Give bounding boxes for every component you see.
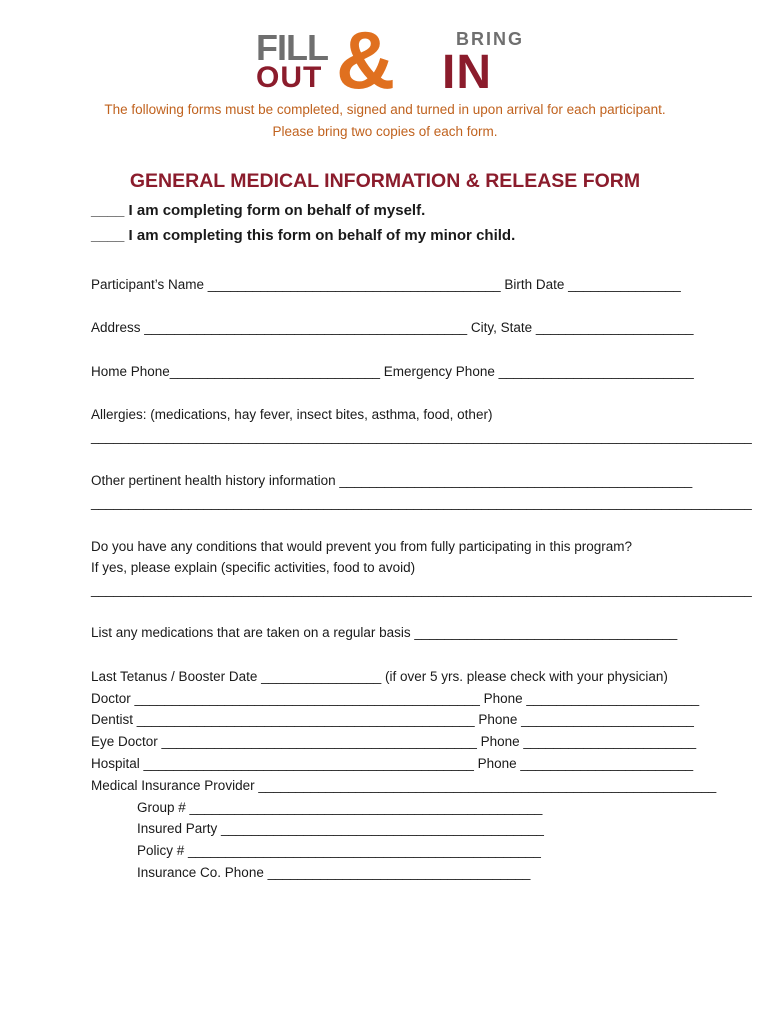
option-self[interactable]: ____ I am completing form on behalf of myself. bbox=[91, 202, 426, 219]
insured-party-field[interactable]: Insured Party ___________________________________________ bbox=[137, 821, 544, 836]
policy-number-field[interactable]: Policy # _______________________________________________ bbox=[137, 843, 541, 858]
insurance-provider-field[interactable]: Medical Insurance Provider _____________________________________________________________ bbox=[91, 778, 717, 793]
logo-in: IN bbox=[442, 46, 492, 99]
group-number-field[interactable]: Group # _______________________________________________ bbox=[137, 800, 543, 815]
allergies-label: Allergies: (medications, hay fever, insect bites, asthma, food, other) bbox=[91, 407, 493, 422]
conditions-question: Do you have any conditions that would prevent you from fully participating in this program? bbox=[91, 539, 633, 554]
conditions-line[interactable]: ________________________________________________________________________________________ bbox=[91, 582, 752, 597]
tetanus-field[interactable]: Last Tetanus / Booster Date ________________ (if over 5 yrs. please check with your physician) bbox=[91, 669, 668, 684]
health-history-field[interactable]: Other pertinent health history information _______________________________________________ bbox=[91, 473, 693, 488]
eye-doctor-field[interactable]: Eye Doctor __________________________________________ Phone _______________________ bbox=[91, 734, 697, 749]
form-title: GENERAL MEDICAL INFORMATION & RELEASE FORM bbox=[129, 170, 641, 192]
logo-bring: BRING bbox=[456, 29, 524, 49]
health-history-line[interactable]: ________________________________________________________________________________________ bbox=[91, 495, 752, 510]
logo-fill: FILL bbox=[256, 27, 328, 68]
notice-line-2: Please bring two copies of each form. bbox=[272, 124, 498, 139]
logo-out: OUT bbox=[256, 61, 323, 94]
notice-line-1: The following forms must be completed, signed and turned in upon arrival for each participant. bbox=[104, 102, 666, 117]
insurance-phone-field[interactable]: Insurance Co. Phone ___________________________________ bbox=[137, 865, 531, 880]
phone-fields[interactable]: Home Phone____________________________ Emergency Phone __________________________ bbox=[91, 364, 694, 379]
hospital-field[interactable]: Hospital ____________________________________________ Phone _______________________ bbox=[91, 756, 694, 771]
conditions-explain-label: If yes, please explain (specific activities, food to avoid) bbox=[91, 560, 416, 575]
address-field[interactable]: Address ___________________________________________ City, State _____________________ bbox=[91, 320, 694, 335]
dentist-field[interactable]: Dentist _____________________________________________ Phone _______________________ bbox=[91, 712, 694, 727]
doctor-field[interactable]: Doctor ______________________________________________ Phone _______________________ bbox=[91, 691, 700, 706]
logo-ampersand: & bbox=[336, 15, 396, 106]
medications-field[interactable]: List any medications that are taken on a regular basis ___________________________________ bbox=[91, 625, 678, 640]
option-minor-child[interactable]: ____ I am completing this form on behalf of my minor child. bbox=[91, 227, 516, 244]
participant-name-field[interactable]: Participant’s Name _______________________________________ Birth Date _______________ bbox=[91, 277, 681, 292]
allergies-line[interactable]: ________________________________________________________________________________________ bbox=[91, 429, 752, 444]
fill-out-bring-in-logo bbox=[256, 15, 548, 106]
